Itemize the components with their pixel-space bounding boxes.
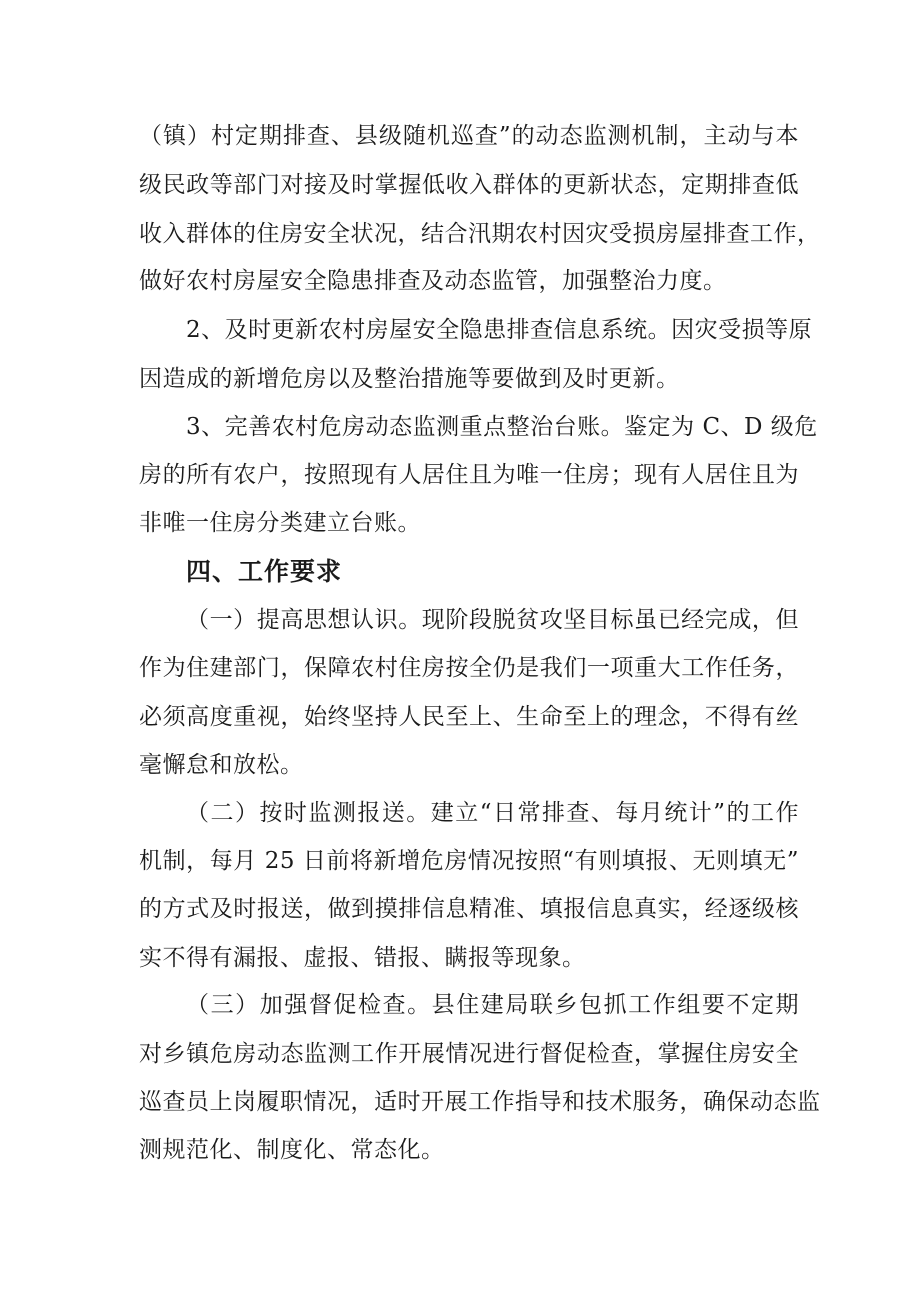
paragraph-3-line-3: 非唯一住房分类建立台账。	[139, 510, 421, 536]
paragraph-5-line-1: （二）按时监测报送。建立“日常排查、每月统计”的工作	[186, 800, 799, 826]
paragraph-5-line-3: 的方式及时报送，做到摸排信息精准、填报信息真实，经逐级核	[139, 896, 799, 922]
paragraph-6-line-4: 测规范化、制度化、常态化。	[139, 1137, 445, 1163]
paragraph-2-line-1: 2、及时更新农村房屋安全隐患排查信息系统。因灾受损等原	[186, 317, 813, 343]
paragraph-2-line-2: 因造成的新增危房以及整治措施等要做到及时更新。	[139, 366, 680, 392]
paragraph-1-line-1: （镇）村定期排查、县级随机巡查”的动态监测机制，主动与本	[139, 123, 799, 149]
paragraph-1-line-4: 做好农村房屋安全隐患排查及动态监管，加强整治力度。	[139, 268, 727, 294]
paragraph-5-line-4: 实不得有漏报、虚报、错报、瞒报等现象。	[139, 945, 586, 971]
paragraph-6-line-1: （三）加强督促检查。县住建局联乡包抓工作组要不定期	[186, 992, 799, 1018]
paragraph-1-line-2: 级民政等部门对接及时掌握低收入群体的更新状态，定期排查低	[139, 172, 799, 198]
paragraph-5-line-2: 机制，每月 25 日前将新增危房情况按照“有则填报、无则填无”	[139, 848, 799, 874]
paragraph-6-line-3: 巡查员上岗履职情况，适时开展工作指导和技术服务，确保动态监	[139, 1089, 821, 1115]
paragraph-4-line-2: 作为住建部门，保障农村住房按全仍是我们一项重大工作任务，	[139, 655, 799, 681]
paragraph-3-line-2: 房的所有农户，按照现有人居住且为唯一住房；现有人居住且为	[139, 462, 799, 488]
paragraph-6-line-2: 对乡镇危房动态监测工作开展情况进行督促检查，掌握住房安全	[139, 1041, 799, 1067]
paragraph-4-line-1: （一）提高思想认识。现阶段脱贫攻坚目标虽已经完成，但	[186, 607, 799, 633]
paragraph-4-line-3: 必须高度重视，始终坚持人民至上、生命至上的理念，不得有丝	[139, 704, 799, 730]
section-heading: 四、工作要求	[186, 557, 343, 586]
paragraph-3-line-1: 3、完善农村危房动态监测重点整治台账。鉴定为 C、D 级危	[186, 414, 818, 440]
paragraph-1-line-3: 收入群体的住房安全状况，结合汛期农村因灾受损房屋排查工作，	[139, 221, 821, 247]
paragraph-4-line-4: 毫懈怠和放松。	[139, 752, 304, 778]
